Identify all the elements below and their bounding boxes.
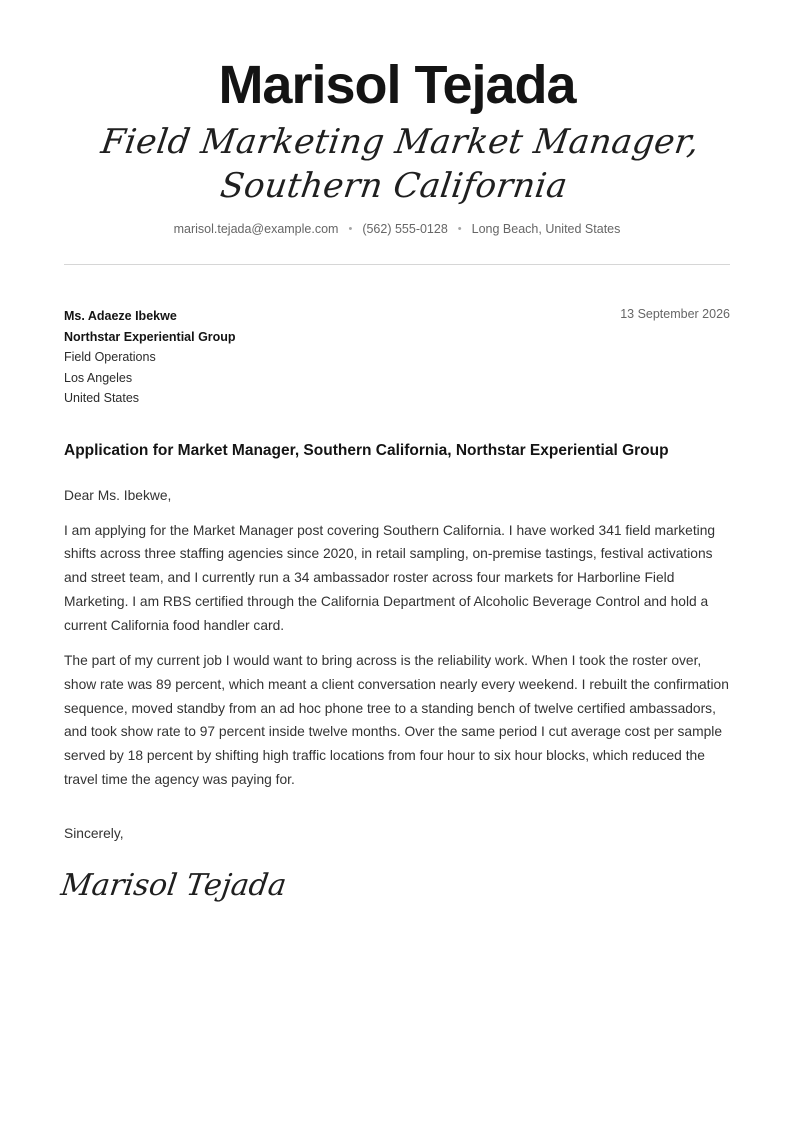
body-paragraph: I am applying for the Market Manager post covering Southern California. I have worked 341 field marketing shifts across three staffing agencies since 2020, in retail sampling, on-premise tastings, festival activations and street team, and I currently run a 34 ambassador roster across four markets for Harborline Field Marketing. I am RBS certified through the California Department of Alcoholic Beverage Control and hold a current California food handler card. — [64, 522, 716, 633]
contact-phone: (562) 555-0128 — [362, 222, 448, 236]
separator-dot-icon: • — [348, 223, 353, 235]
applicant-name: Marisol Tejada — [218, 55, 576, 115]
letter-body — [64, 484, 730, 803]
recipient-department: Field Operations — [64, 350, 156, 364]
header-divider — [64, 264, 730, 265]
body-paragraph: The part of my current job I would want to bring across is the reliability work. When I took the roster over, show rate was 89 percent, which meant a client conversation nearly every weekend. I rebuilt the confirmation sequence, moved standby from an ad hoc phone tree to a standing bench of twelve certified ambassadors, and took show rate to 97 percent inside twelve months. Over the same period I cut average cost per sample served by 18 percent by shifting high traffic locations from four hour to six hour blocks, which reduced the travel time the agency was paying for. — [64, 653, 729, 787]
separator-dot-icon: • — [457, 223, 462, 235]
greeting: Dear Ms. Ibekwe, — [64, 488, 172, 503]
signature: Marisol Tejada — [58, 868, 289, 903]
contact-email: marisol.tejada@example.com — [173, 222, 339, 236]
contact-line — [64, 222, 730, 236]
recipient-block — [64, 306, 236, 409]
recipient-company: Northstar Experiential Group — [64, 329, 236, 344]
contact-location: Long Beach, United States — [471, 222, 621, 236]
applicant-role: Field Marketing Market Manager, Southern California — [98, 122, 702, 206]
closing: Sincerely, — [64, 826, 124, 841]
recipient-name: Ms. Adaeze Ibekwe — [64, 309, 177, 323]
letter-header — [64, 56, 730, 236]
recipient-country: United States — [64, 391, 140, 405]
letter-date: 13 September 2026 — [620, 307, 730, 321]
letter-subject: Application for Market Manager, Southern California, Northstar Experiential Group — [64, 442, 669, 459]
recipient-city: Los Angeles — [64, 370, 133, 385]
